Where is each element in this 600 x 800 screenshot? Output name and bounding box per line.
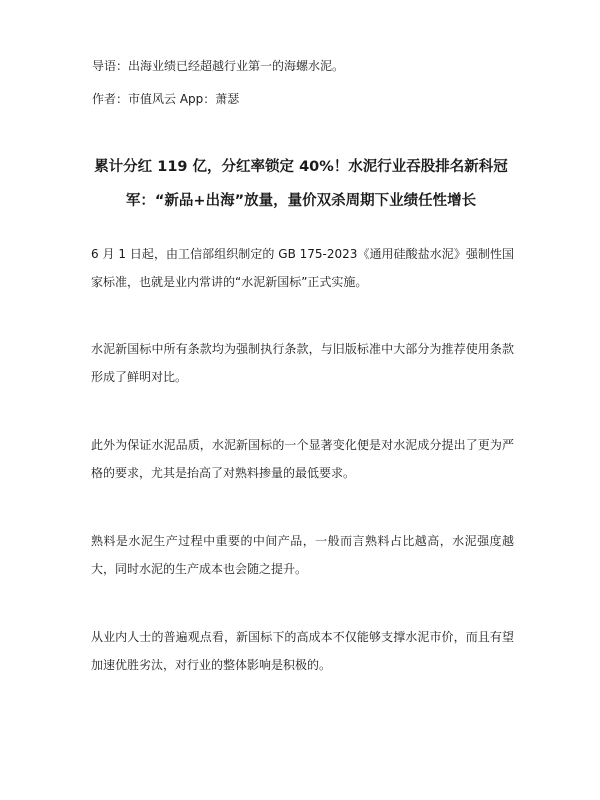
paragraph: 6 月 1 日起，由工信部组织制定的 GB 175-2023《通用硅酸盐水泥》强制性国家标准，也就是业内常讲的“水泥新国标”正式实施。 <box>91 247 514 289</box>
paragraph: 水泥新国标中所有条款均为强制执行条款，与旧版标准中大部分为推荐使用条款形成了鲜明对比。 <box>91 342 514 384</box>
paragraph: 此外为保证水泥品质，水泥新国标的一个显著变化便是对水泥成分提出了更为严格的要求，尤其是抬高了对熟料掺量的最低要求。 <box>91 438 514 480</box>
article-intro: 导语：出海业绩已经超越行业第一的海螺水泥。 <box>92 59 345 73</box>
article-title: 累计分红 119 亿，分红率锁定 40%！水泥行业吞股排名新科冠军：“新品+出海”放量，量价双杀周期下业绩任性增长 <box>94 159 508 209</box>
article-author: 作者：市值风云 App：萧瑟 <box>92 92 240 106</box>
paragraph: 从业内人士的普遍观点看，新国标下的高成本不仅能够支撑水泥市价，而且有望加速优胜劣汰，对行业的整体影响是积极的。 <box>91 630 514 672</box>
paragraph: 熟料是水泥生产过程中重要的中间产品，一般而言熟料占比越高，水泥强度越大，同时水泥的生产成本也会随之提升。 <box>91 534 514 576</box>
